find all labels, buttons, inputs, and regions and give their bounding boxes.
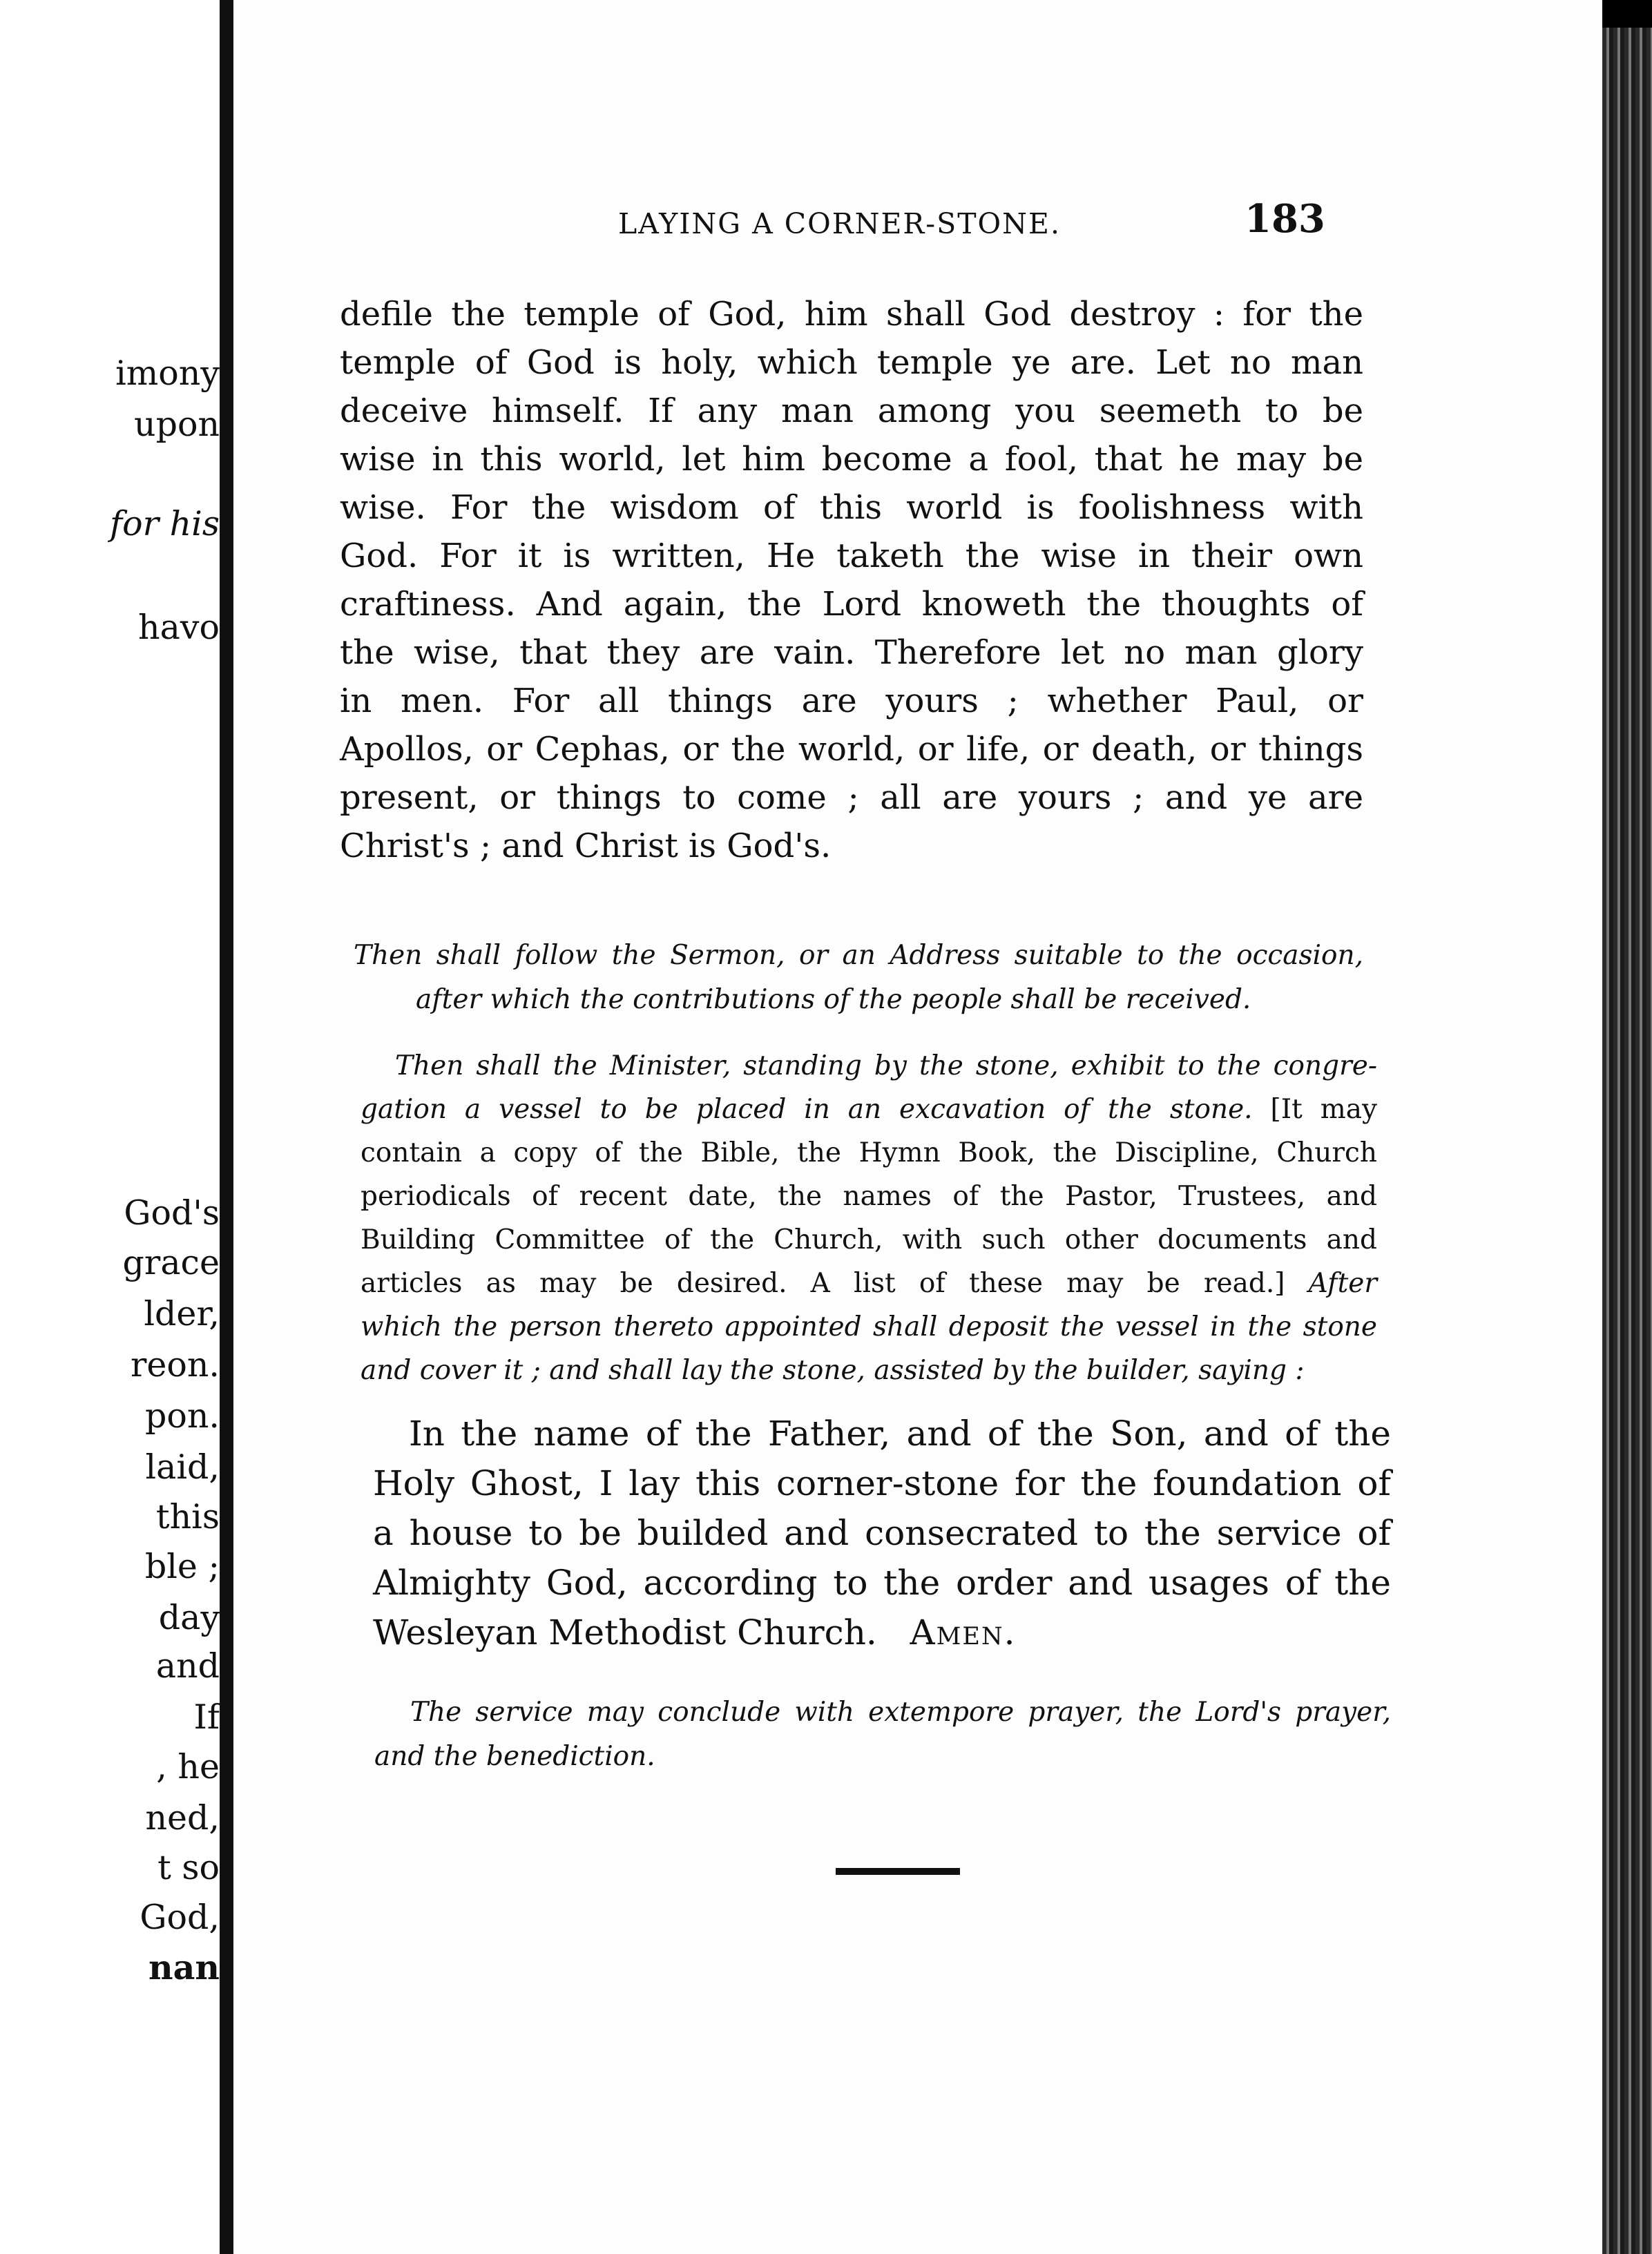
left-fragment: ble ; xyxy=(144,1547,220,1586)
left-fragment: laid, xyxy=(145,1447,220,1487)
rubric-line: Then shall follow the Sermon, or an Address suitable to the occasion, xyxy=(354,940,1363,971)
left-fragment: If xyxy=(193,1697,220,1737)
formula-church-name: Wesleyan Methodist Church. xyxy=(373,1612,877,1653)
scripture-passage xyxy=(340,290,1363,870)
scripture-line: in men. For all things are yours ; whether Paul, or xyxy=(340,682,1363,720)
scripture-line: temple of God is holy, which temple ye are. Let no man xyxy=(340,343,1363,382)
left-fragment: ned, xyxy=(145,1798,220,1838)
rubric-line: contain a copy of the Bible, the Hymn Book, the Discipline, Church xyxy=(361,1137,1377,1168)
left-fragment: , he xyxy=(156,1747,220,1786)
page-edges xyxy=(1602,28,1652,2254)
rubric-line: Building Committee of the Church, with such other documents and xyxy=(361,1224,1377,1255)
rubric-vessel xyxy=(361,1044,1377,1392)
amen: Amen. xyxy=(910,1612,1017,1653)
left-fragment: grace xyxy=(122,1243,220,1282)
rubric-line xyxy=(361,1088,1377,1131)
rubric-line: after which the contributions of the people shall be received. xyxy=(416,984,1251,1015)
left-fragment: reon. xyxy=(130,1345,220,1385)
rubric-line: and the benediction. xyxy=(374,1741,655,1772)
left-fragment: for his xyxy=(109,504,220,543)
formula-line xyxy=(373,1608,1391,1657)
scripture-line: wise. For the wisdom of this world is foolishness with xyxy=(340,488,1363,527)
dedication-formula xyxy=(373,1409,1391,1657)
left-fragment: God's xyxy=(124,1193,220,1233)
scripture-line: present, or things to come ; all are yours ; and ye are xyxy=(340,778,1363,817)
rubric-line: Then shall the Minister, standing by the stone, exhibit to the congre- xyxy=(395,1050,1377,1081)
scripture-line: the wise, that they are vain. Therefore let no man glory xyxy=(340,633,1363,672)
rubric-italic-part: After xyxy=(1285,1268,1377,1299)
rubric-italic-part: gation a vessel to be placed in an excavation of the stone. xyxy=(361,1094,1253,1125)
rubric-line: The service may conclude with extempore prayer, the Lord's prayer, xyxy=(410,1697,1391,1728)
left-fragment: pon. xyxy=(144,1396,220,1436)
formula-line: Holy Ghost, I lay this corner-stone for the foundation of xyxy=(373,1463,1391,1503)
scripture-line: wise in this world, let him become a fool, that he may be xyxy=(340,440,1363,479)
book-gutter xyxy=(220,0,233,2254)
rubric-line: periodicals of recent date, the names of the Pastor, Trustees, and xyxy=(361,1181,1377,1212)
scripture-line: craftiness. And again, the Lord knoweth the thoughts of xyxy=(340,585,1363,624)
scripture-line: Christ's ; and Christ is God's. xyxy=(340,827,832,865)
end-rule xyxy=(836,1868,960,1875)
left-fragment: God, xyxy=(140,1898,220,1937)
scripture-line: deceive himself. If any man among you seemeth to be xyxy=(340,392,1363,430)
rubric-roman-part: articles as may be desired. A list of these may be read.] xyxy=(361,1268,1285,1299)
left-fragment: and xyxy=(155,1646,220,1686)
scripture-line: God. For it is written, He taketh the wise in their own xyxy=(340,537,1363,575)
facing-page-fragment xyxy=(0,0,220,2254)
formula-line: In the name of the Father, and of the Son, and of the xyxy=(409,1414,1391,1454)
left-fragment: day xyxy=(158,1598,220,1637)
page-header xyxy=(0,196,1602,246)
rubric-line xyxy=(361,1262,1377,1305)
formula-line: Almighty God, according to the order and usages of the xyxy=(373,1563,1391,1603)
rubric-line: which the person thereto appointed shall deposit the vessel in the stone xyxy=(361,1311,1377,1342)
scripture-line: defile the temple of God, him shall God destroy : for the xyxy=(340,295,1363,334)
rubric-roman-part: [It may xyxy=(1252,1094,1378,1125)
scripture-line: Apollos, or Cephas, or the world, or life, or death, or things xyxy=(340,730,1363,769)
left-fragment: nan xyxy=(148,1947,220,1987)
left-fragment: havo xyxy=(138,608,220,647)
running-title: LAYING A CORNER-STONE. xyxy=(618,207,1062,240)
left-fragment: upon xyxy=(134,405,220,444)
rubric-sermon xyxy=(354,934,1363,1022)
rubric-line: and cover it ; and shall lay the stone, assisted by the builder, saying : xyxy=(361,1355,1305,1386)
rubric-conclusion xyxy=(374,1690,1391,1779)
formula-line: a house to be builded and consecrated to the service of xyxy=(373,1513,1391,1553)
left-fragment: imony xyxy=(115,354,220,393)
page-number: 183 xyxy=(1245,196,1325,242)
left-fragment: this xyxy=(155,1497,220,1537)
left-fragment: lder, xyxy=(144,1294,220,1333)
left-fragment: t so xyxy=(157,1848,220,1887)
